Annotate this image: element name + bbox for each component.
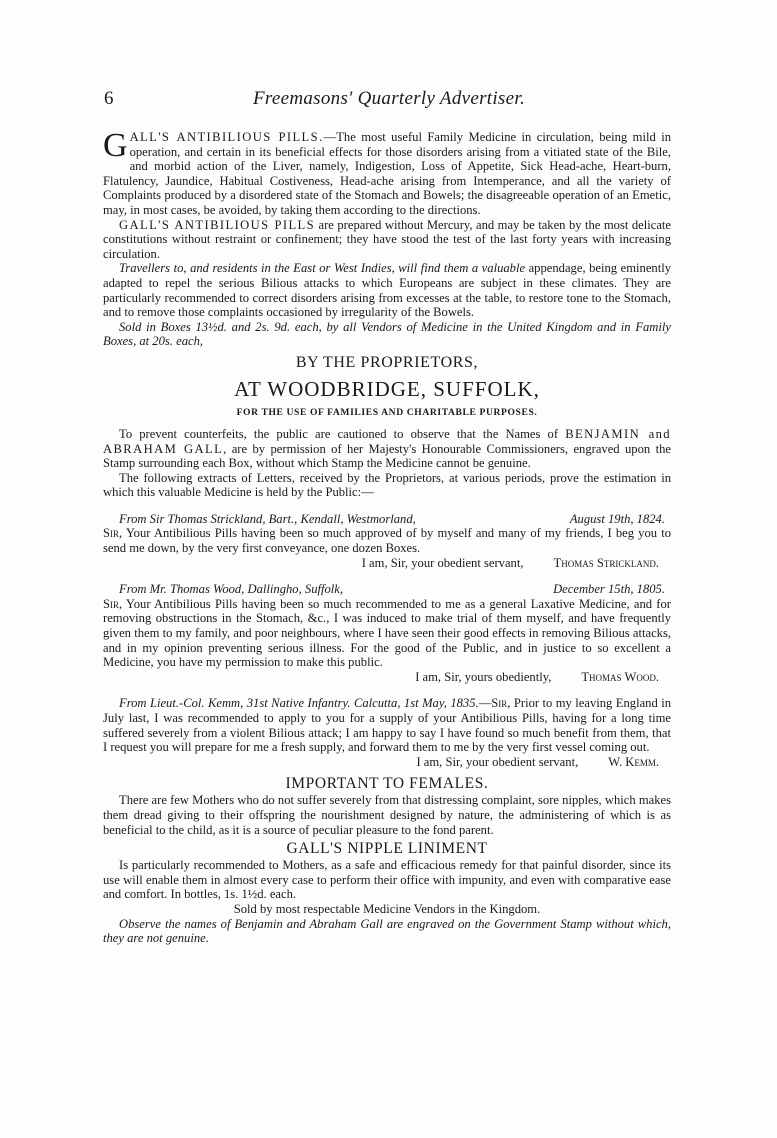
liniment-paragraph: Is particularly recommended to Mothers, as a safe and efficacious remedy for that painful disorder, since its use will enable them in almost every case to perform their office with impunity, and even with comparative ease and comfort. In bottles, 1s. 1½d. each. <box>103 858 671 902</box>
observe-notice: Observe the names of Benjamin and Abraham Gall are engraved on the Government Stamp without which, they are not genuine. <box>103 916 671 946</box>
females-heading: IMPORTANT TO FEMALES. <box>285 775 489 793</box>
antibilious-paragraph-3-text: appendage, being eminently adapted to repel the serious Bilious attacks to which Europeans are subject in these climates. They are particularly recommended to correct disorders arising from excesses at the table, to restore tone to the Stomach, and to remove those complaints occasioned by irregularity of the Bowels. <box>103 261 671 320</box>
signatory: Thomas Strickland. <box>553 555 659 570</box>
letter-kemm <box>103 696 671 769</box>
closing: I am, Sir, your obedient servant, <box>361 555 524 570</box>
sold-by-line: Sold by most respectable Medicine Vendors in the Kingdom. <box>233 901 541 916</box>
gall-names: BENJAMIN and ABRAHAM GALL <box>103 426 671 456</box>
extracts-intro: The following extracts of Letters, received by the Proprietors, at various periods, prove the estimation in which this valuable Medicine is held by the Public:— <box>103 470 671 500</box>
price-paragraph: Sold in Boxes 13½d. and 2s. 9d. each, by all Vendors of Medicine in the United Kingdom and in Family Boxes, at 20s. each, <box>103 319 671 349</box>
females-paragraph: There are few Mothers who do not suffer severely from that distressing complaint, sore nipples, which makes them dread giving to their offspring the nourishment designed by nature, the administering of which is as beneficial to the child, as it is a source of peculiar pleasure to the fond parent. <box>103 793 671 837</box>
letter-body <box>103 696 671 754</box>
travellers-italic: Travellers to, and residents in the East or West Indies, will find them a valuable <box>119 261 526 276</box>
letter-body <box>103 526 671 555</box>
letter-body-text: Your Antibilious Pills having been so much approved of by myself and many of my friends, I beg you to send me down, by the very first conveyance, one dozen Boxes. <box>103 526 671 556</box>
closing: I am, Sir, your obedient servant, <box>416 754 579 769</box>
caution-text-b: , are by permission of her Majesty's Honourable Commissioners, engraved upon the Stamp surrounding each Box, without which Stamp the Medicine cannot be genuine. <box>103 441 671 471</box>
letter-wood <box>103 582 671 684</box>
letter-body <box>103 597 671 670</box>
letter-signature <box>103 556 671 571</box>
location-heading: AT WOODBRIDGE, SUFFOLK, <box>234 376 540 401</box>
letter-date: December 15th, 1805. <box>553 582 665 597</box>
salutation: Sir, <box>103 526 123 541</box>
letter-signature <box>103 670 671 685</box>
antibilious-paragraph-2-text: are prepared without Mercury, and may be taken by the most delicate constitutions without restraint or confinement; they have stood the test of the last forty years with increasing circulation. <box>103 217 671 261</box>
antibilious-paragraph-3 <box>103 261 671 319</box>
antibilious-intro-text: —The most useful Family Medicine in circulation, being mild in operation, and certain in its beneficial effects for those disorders arising from a vitiated state of the Bile, and morbid action of the Liver, namely, Indigestion, Loss of Appetite, Sick Head-ache, Heart-burn, Flatulency, Jaundice, Habitual Costiveness, Head-ache arising from Intemperance, and all the variety of Complaints produced by a disordered state of the Stomach and Bowels; the disagreeable operation of an Emetic, may, in most cases, be avoided, by taking them according to the directions. <box>103 130 671 217</box>
letter-from: From Lieut.-Col. Kemm, 31st Native Infantry. Calcutta, 1st May, 1835. <box>119 696 479 711</box>
salutation: Sir, <box>103 596 123 611</box>
proprietors-line: BY THE PROPRIETORS, <box>295 353 479 371</box>
liniment-heading: GALL'S NIPPLE LINIMENT <box>286 840 488 858</box>
letter-strickland <box>103 512 671 570</box>
letter-from: From Mr. Thomas Wood, Dallingho, Suffolk, <box>119 582 344 597</box>
purpose-line: FOR THE USE OF FAMILIES AND CHARITABLE PURPOSES. <box>236 406 538 418</box>
page-number: 6 <box>104 88 114 109</box>
letter-body-text: Prior to my leaving England in July last, I was recommended to apply to you for a supply of your Antibilious Pills, having for a long time suffered severely from a violent Bilious attack; I am happy to say I have found so much benefit from them, that I request you will prepare for me a fresh supply, and forward them to me by the very first vessel coming out. <box>103 696 671 755</box>
closing: I am, Sir, yours obediently, <box>415 669 552 684</box>
letter-heading <box>103 512 671 527</box>
drop-cap: G <box>103 127 128 164</box>
salutation: —Sir, <box>478 696 511 711</box>
page-title: Freemasons' Quarterly Advertiser. <box>252 88 525 109</box>
antibilious-paragraph-2 <box>103 218 671 262</box>
letter-signature <box>103 755 671 770</box>
letter-from: From Sir Thomas Strickland, Bart., Kendall, Westmorland, <box>119 511 416 526</box>
product-name: GALL'S ANTIBILIOUS PILLS <box>119 217 316 232</box>
letter-body-text: Your Antibilious Pills having been so much recommended to me as a general Laxative Medicine, and for removing obstructions in the Stomach, &c., I was induced to make trial of them myself, and have frequently given them to my family, and poor neighbours, where I have seen their good effects in removing Bilious attacks, and in my opinion preventing serious illness. For the good of the Public, and in justice to so excellent a Medicine, you have my permission to make this public. <box>103 596 671 670</box>
page-header <box>104 88 674 114</box>
advertisement-content <box>103 127 671 946</box>
product-heading: ALL'S ANTIBILIOUS PILLS. <box>129 130 324 144</box>
signatory: W. Kemm. <box>608 754 659 769</box>
antibilious-intro <box>103 127 671 218</box>
letter-heading <box>103 582 671 597</box>
caution-paragraph <box>103 427 671 471</box>
signatory: Thomas Wood. <box>581 669 659 684</box>
caution-text-a: To prevent counterfeits, the public are cautioned to observe that the Names of <box>119 426 566 441</box>
letter-date: August 19th, 1824. <box>569 511 665 526</box>
